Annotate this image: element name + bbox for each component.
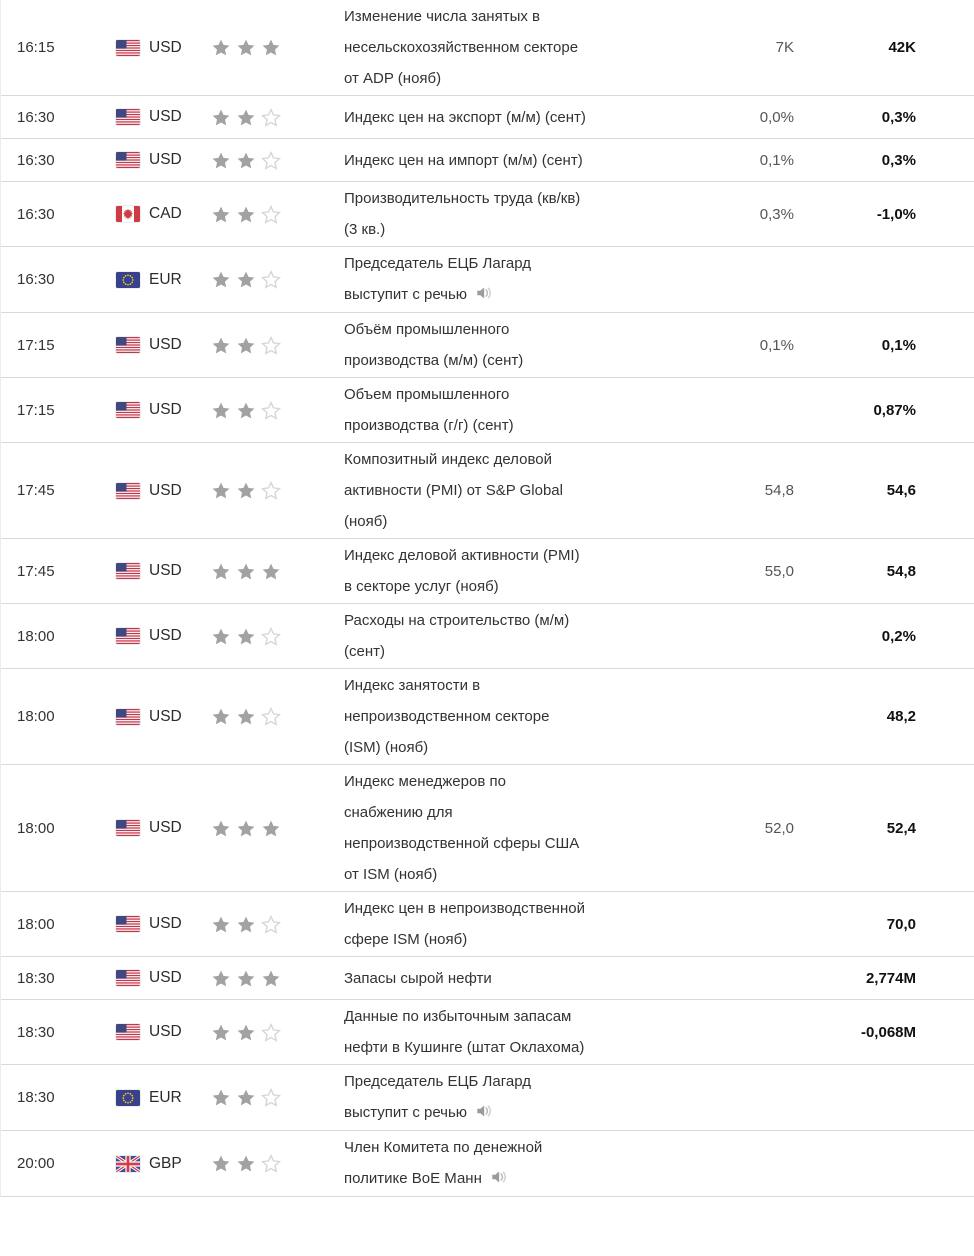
currency-code: USD	[149, 481, 182, 499]
star-filled-icon	[236, 1023, 256, 1042]
event-cell	[344, 669, 661, 764]
event-time: 17:15	[17, 401, 55, 419]
event-row	[1, 139, 974, 182]
event-cell	[344, 182, 661, 246]
star-filled-icon	[211, 38, 231, 57]
currency-code: USD	[149, 151, 182, 168]
event-cell	[344, 0, 661, 95]
event-time: 18:00	[17, 819, 55, 837]
event-row	[1, 604, 974, 669]
currency-cell	[111, 969, 211, 987]
star-filled-icon	[211, 1088, 231, 1107]
importance-stars	[211, 969, 344, 988]
currency-cell	[111, 1155, 211, 1173]
currency-cell	[111, 336, 211, 354]
event-title[interactable]: Объем промышленного производства (г/г) (сент)	[344, 386, 514, 434]
event-cell	[344, 101, 661, 134]
star-empty-icon	[261, 270, 281, 289]
star-empty-icon	[261, 1088, 281, 1107]
importance-stars	[211, 915, 344, 934]
us-flag-icon	[116, 820, 140, 836]
event-title[interactable]: Индекс цен в непроизводственной сфере ISM (нояб)	[344, 900, 585, 948]
us-flag-icon	[116, 40, 140, 56]
event-time: 18:00	[17, 627, 55, 645]
currency-cell	[111, 1089, 211, 1107]
previous-value: 54,8	[886, 562, 916, 580]
previous-value: 0,2%	[881, 627, 916, 645]
forecast-value: 54,8	[764, 482, 794, 499]
event-time: 18:00	[17, 915, 55, 933]
forecast-value: 0,1%	[759, 336, 794, 354]
event-title[interactable]: Член Комитета по денежной политике BoE Манн	[344, 1139, 543, 1187]
event-cell	[344, 1000, 661, 1064]
event-title[interactable]: Индекс деловой активности (PMI) в секторе услуг (нояб)	[344, 547, 580, 595]
forecast-value: 52,0	[764, 819, 794, 837]
event-row	[1, 892, 974, 957]
star-filled-icon	[211, 336, 231, 355]
event-cell	[344, 313, 661, 377]
star-filled-icon	[236, 915, 256, 934]
event-cell	[344, 1131, 661, 1196]
event-time: 16:30	[17, 271, 55, 288]
event-time: 16:30	[17, 151, 55, 169]
forecast-value: 0,1%	[759, 151, 794, 169]
event-row	[1, 182, 974, 247]
star-filled-icon	[211, 627, 231, 646]
importance-stars	[211, 108, 344, 127]
currency-code: USD	[149, 819, 182, 836]
currency-code: USD	[149, 1023, 182, 1040]
event-row	[1, 443, 974, 539]
star-empty-icon	[261, 1154, 281, 1173]
currency-code: USD	[149, 38, 182, 56]
star-empty-icon	[261, 481, 281, 500]
star-filled-icon	[211, 819, 231, 838]
star-filled-icon	[211, 707, 231, 726]
forecast-value: 7K	[775, 39, 794, 56]
star-empty-icon	[261, 707, 281, 726]
star-empty-icon	[261, 336, 281, 355]
star-filled-icon	[236, 336, 256, 355]
currency-cell	[111, 819, 211, 837]
previous-value: 2,774M	[865, 969, 916, 987]
event-row	[1, 1131, 974, 1197]
star-filled-icon	[236, 205, 256, 224]
event-title[interactable]: Индекс цен на импорт (м/м) (сент)	[344, 151, 583, 169]
event-row	[1, 957, 974, 1000]
importance-stars	[211, 819, 344, 838]
currency-code: CAD	[149, 205, 182, 222]
importance-stars	[211, 205, 344, 224]
currency-code: EUR	[149, 1088, 182, 1106]
currency-cell	[111, 151, 211, 169]
currency-code: USD	[149, 108, 182, 125]
star-filled-icon	[236, 38, 256, 57]
star-filled-icon	[261, 969, 281, 988]
previous-value: 52,4	[886, 819, 916, 837]
star-filled-icon	[236, 707, 256, 726]
us-flag-icon	[116, 970, 140, 986]
currency-code: USD	[149, 401, 182, 418]
star-filled-icon	[236, 562, 256, 581]
previous-value: 0,3%	[881, 108, 916, 126]
event-cell	[344, 765, 661, 891]
importance-stars	[211, 562, 344, 581]
star-filled-icon	[236, 1154, 256, 1173]
event-cell	[344, 1065, 661, 1130]
currency-cell	[111, 401, 211, 419]
event-time: 17:15	[17, 336, 55, 354]
star-filled-icon	[236, 108, 256, 127]
currency-cell	[111, 39, 211, 57]
event-time: 16:15	[17, 39, 55, 56]
previous-value: -1,0%	[876, 205, 916, 223]
event-title[interactable]: Председатель ЕЦБ Лагард выступит с речью	[344, 1073, 531, 1121]
star-filled-icon	[236, 627, 256, 646]
eu-flag-icon	[116, 1090, 140, 1106]
currency-cell	[111, 108, 211, 126]
star-empty-icon	[261, 108, 281, 127]
event-time: 17:45	[17, 482, 55, 499]
star-filled-icon	[211, 562, 231, 581]
previous-value: 48,2	[886, 708, 916, 725]
event-title[interactable]: Запасы сырой нефти	[344, 969, 492, 987]
star-filled-icon	[211, 969, 231, 988]
speaker-icon	[491, 1164, 508, 1195]
event-title[interactable]: Композитный индекс деловой активности (PMI) от S&P Global (нояб)	[344, 451, 563, 530]
importance-stars	[211, 151, 344, 170]
event-time: 18:00	[17, 708, 55, 725]
event-title[interactable]: Председатель ЕЦБ Лагард выступит с речью	[344, 255, 531, 303]
star-filled-icon	[236, 401, 256, 420]
event-title[interactable]: Объём промышленного производства (м/м) (сент)	[344, 321, 524, 369]
star-filled-icon	[211, 205, 231, 224]
event-cell	[344, 443, 661, 538]
event-row	[1, 247, 974, 313]
star-filled-icon	[236, 270, 256, 289]
us-flag-icon	[116, 1024, 140, 1040]
event-cell	[344, 962, 661, 995]
star-empty-icon	[261, 401, 281, 420]
event-cell	[344, 604, 661, 668]
event-time: 17:45	[17, 562, 55, 580]
importance-stars	[211, 707, 344, 726]
star-filled-icon	[236, 1088, 256, 1107]
us-flag-icon	[116, 709, 140, 725]
star-filled-icon	[236, 819, 256, 838]
star-filled-icon	[211, 270, 231, 289]
event-title[interactable]: Расходы на строительство (м/м) (сент)	[344, 612, 570, 660]
importance-stars	[211, 627, 344, 646]
event-cell	[344, 378, 661, 442]
star-empty-icon	[261, 151, 281, 170]
currency-cell	[111, 627, 211, 645]
currency-cell	[111, 562, 211, 580]
event-time: 20:00	[17, 1155, 55, 1172]
importance-stars	[211, 1088, 344, 1107]
star-filled-icon	[261, 38, 281, 57]
importance-stars	[211, 38, 344, 57]
event-cell	[344, 144, 661, 177]
event-title[interactable]: Индекс цен на экспорт (м/м) (сент)	[344, 108, 586, 126]
star-filled-icon	[261, 562, 281, 581]
previous-value: 70,0	[886, 915, 916, 933]
star-filled-icon	[211, 1154, 231, 1173]
star-empty-icon	[261, 627, 281, 646]
star-filled-icon	[236, 481, 256, 500]
importance-stars	[211, 270, 344, 289]
us-flag-icon	[116, 628, 140, 644]
currency-code: USD	[149, 627, 182, 644]
forecast-value: 0,0%	[759, 108, 794, 126]
star-filled-icon	[211, 108, 231, 127]
us-flag-icon	[116, 109, 140, 125]
currency-code: USD	[149, 915, 182, 932]
previous-value: 0,1%	[881, 336, 916, 354]
us-flag-icon	[116, 152, 140, 168]
importance-stars	[211, 481, 344, 500]
star-filled-icon	[211, 1023, 231, 1042]
event-row	[1, 539, 974, 604]
importance-stars	[211, 401, 344, 420]
us-flag-icon	[116, 916, 140, 932]
event-title[interactable]: Индекс менеджеров по снабжению для непроизводственной сферы США от ISM (нояб)	[344, 773, 580, 883]
forecast-value: 55,0	[764, 562, 794, 580]
event-time: 18:30	[17, 969, 55, 987]
event-time: 16:30	[17, 205, 55, 223]
speaker-icon	[476, 1098, 493, 1129]
star-filled-icon	[211, 481, 231, 500]
event-time: 18:30	[17, 1089, 55, 1106]
star-empty-icon	[261, 205, 281, 224]
star-filled-icon	[261, 819, 281, 838]
currency-code: USD	[149, 969, 182, 986]
event-cell	[344, 539, 661, 603]
currency-code: EUR	[149, 270, 182, 288]
event-row	[1, 96, 974, 139]
event-time: 16:30	[17, 108, 55, 126]
star-filled-icon	[211, 151, 231, 170]
star-filled-icon	[236, 151, 256, 170]
currency-code: USD	[149, 562, 182, 579]
event-cell	[344, 247, 661, 312]
previous-value: -0,068M	[860, 1023, 916, 1041]
event-row	[1, 669, 974, 765]
event-title[interactable]: Индекс занятости в непроизводственном секторе (ISM) (нояб)	[344, 677, 550, 756]
eu-flag-icon	[116, 272, 140, 288]
gb-flag-icon	[116, 1156, 140, 1172]
currency-cell	[111, 482, 211, 500]
star-filled-icon	[211, 915, 231, 934]
currency-cell	[111, 205, 211, 223]
event-row	[1, 313, 974, 378]
event-time: 18:30	[17, 1023, 55, 1041]
us-flag-icon	[116, 563, 140, 579]
event-cell	[344, 892, 661, 956]
previous-value: 54,6	[886, 482, 916, 499]
currency-code: USD	[149, 707, 182, 725]
currency-cell	[111, 915, 211, 933]
event-title[interactable]: Изменение числа занятых в несельскохозяйственном секторе от ADP (нояб)	[344, 8, 579, 87]
us-flag-icon	[116, 483, 140, 499]
us-flag-icon	[116, 337, 140, 353]
currency-cell	[111, 1023, 211, 1041]
event-row	[1, 378, 974, 443]
currency-code: USD	[149, 336, 182, 353]
star-filled-icon	[211, 401, 231, 420]
currency-code: GBP	[149, 1154, 182, 1172]
currency-cell	[111, 271, 211, 289]
event-row	[1, 1000, 974, 1065]
event-title[interactable]: Производительность труда (кв/кв) (3 кв.)	[344, 190, 581, 238]
previous-value: 0,87%	[873, 401, 916, 419]
star-filled-icon	[236, 969, 256, 988]
star-empty-icon	[261, 1023, 281, 1042]
currency-cell	[111, 708, 211, 726]
event-row	[1, 1065, 974, 1131]
previous-value: 42K	[888, 39, 916, 56]
speaker-icon	[476, 280, 493, 311]
ca-flag-icon	[116, 206, 140, 222]
importance-stars	[211, 1023, 344, 1042]
event-row	[1, 0, 974, 96]
importance-stars	[211, 1154, 344, 1173]
importance-stars	[211, 336, 344, 355]
star-empty-icon	[261, 915, 281, 934]
forecast-value: 0,3%	[759, 205, 794, 223]
us-flag-icon	[116, 402, 140, 418]
previous-value: 0,3%	[881, 151, 916, 169]
event-title[interactable]: Данные по избыточным запасам нефти в Кушинге (штат Оклахома)	[344, 1008, 585, 1056]
event-row	[1, 765, 974, 892]
